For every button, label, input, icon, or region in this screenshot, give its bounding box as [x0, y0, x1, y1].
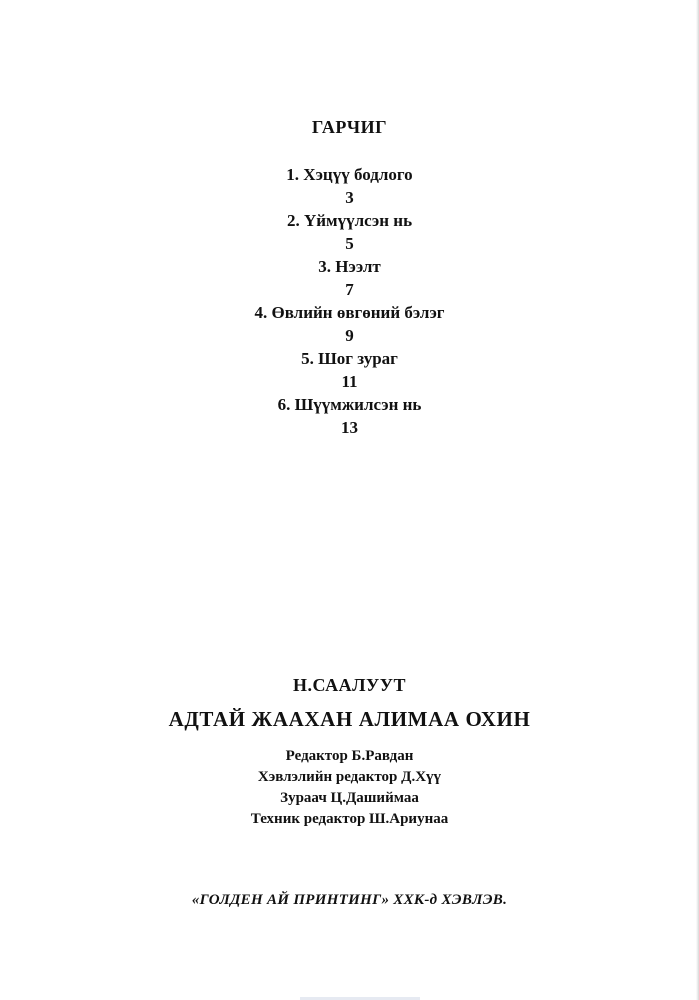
- toc-title: ГАРЧИГ: [311, 117, 388, 137]
- printer-note: «ГОЛДЕН АЙ ПРИНТИНГ» ХХК-д ХЭВЛЭВ.: [191, 892, 508, 908]
- credits-list: [0, 746, 699, 830]
- toc-entry-page: 3: [345, 188, 354, 207]
- credit-line: Редактор Б.Равдан: [285, 748, 414, 764]
- toc-entry: [0, 255, 699, 301]
- author-name: Н.СААЛУУТ: [293, 675, 406, 695]
- toc-entry: [0, 163, 699, 209]
- credit-line: Техник редактор Ш.Ариунаа: [250, 811, 449, 827]
- toc-entry-title: 2. Үймүүлсэн нь: [286, 211, 413, 230]
- credit-line: Хэвлэлийн редактор Д.Хүү: [257, 769, 442, 785]
- toc-entry-page: 11: [341, 372, 358, 391]
- toc-entry-title: 3. Нээлт: [318, 257, 381, 276]
- toc-entry-page: 13: [341, 418, 358, 437]
- book-title: АДТАЙ ЖААХАН АЛИМАА ОХИН: [168, 707, 531, 731]
- toc-entry-title: 6. Шүүмжилсэн нь: [277, 395, 422, 414]
- toc-entry: [0, 209, 699, 255]
- toc-list: [0, 163, 699, 439]
- toc-entry-title: 4. Өвлийн өвгөний бэлэг: [254, 303, 445, 322]
- toc-entry: [0, 347, 699, 393]
- toc-entry-page: 5: [345, 234, 354, 253]
- toc-entry-page: 9: [345, 326, 354, 345]
- toc-entry: [0, 393, 699, 439]
- toc-entry-title: 1. Хэцүү бодлого: [286, 165, 413, 184]
- credit-line: Зураач Ц.Дашиймаа: [280, 790, 419, 806]
- toc-entry-title: 5. Шог зураг: [301, 349, 398, 368]
- toc-entry: [0, 301, 699, 347]
- toc-entry-page: 7: [345, 280, 354, 299]
